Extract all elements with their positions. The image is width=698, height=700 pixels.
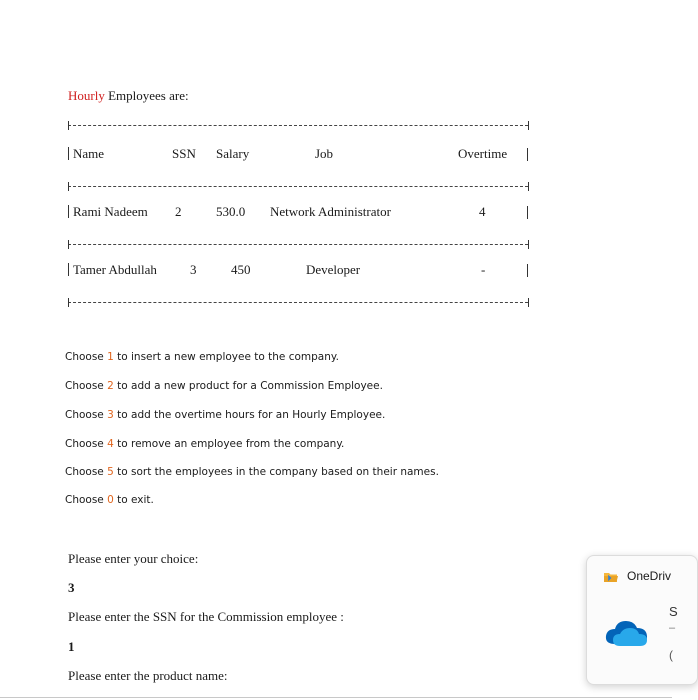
menu-option-text: to add the overtime hours for an Hourly Employee. [113,409,386,421]
page-bottom-divider [0,697,672,698]
menu-option [65,466,439,478]
onedrive-notification[interactable] [586,555,698,685]
cell-job: Network Administrator [270,204,391,219]
prompt-ssn: Please enter the SSN for the Commission employee : [68,609,344,624]
cell-overtime: - [481,262,486,277]
menu-option-text: to exit. [113,494,154,506]
table-divider [68,125,528,126]
table-divider [68,186,528,187]
onedrive-peek-text-2: – [669,622,676,634]
menu-option-prefix: Choose [65,466,108,478]
header-overtime: Overtime [458,146,508,161]
row-right-pipe [527,206,528,219]
onedrive-cloud-icon [603,616,649,655]
row-left-pipe [68,205,69,218]
menu-option [65,494,154,506]
menu-option [65,351,339,363]
cell-name: Rami Nadeem [73,204,148,219]
menu-option-number: 2 [107,380,114,392]
table-divider [68,302,528,303]
onedrive-peek-text-3: ( [669,648,673,662]
header-name: Name [73,146,105,161]
cell-salary: 450 [231,262,251,277]
menu-option-text: to sort the employees in the company based on their names. [113,466,439,478]
cell-ssn: 2 [175,204,182,219]
hourly-employees-heading [68,88,189,104]
menu-option-number: 1 [107,351,114,363]
cell-name: Tamer Abdullah [73,262,157,277]
heading-highlight: Hourly [68,88,105,103]
onedrive-peek-text-1: S [669,604,678,619]
menu-option-prefix: Choose [65,409,108,421]
table-divider [68,244,528,245]
header-salary: Salary [216,146,250,161]
heading-rest: Employees are: [104,88,189,103]
menu-option [65,380,383,392]
menu-option-number: 0 [107,494,114,506]
menu-option-text: to insert a new employee to the company. [113,351,339,363]
menu-option-prefix: Choose [65,438,108,450]
prompt-product: Please enter the product name: [68,668,228,683]
menu-option-text: to add a new product for a Commission Employee. [113,380,383,392]
cell-job: Developer [306,262,361,277]
menu-option-prefix: Choose [65,351,108,363]
cell-ssn: 3 [190,262,197,277]
input-ssn: 1 [68,639,75,654]
menu-option-prefix: Choose [65,380,108,392]
header-job: Job [315,146,334,161]
row-right-pipe [527,148,528,161]
menu-option-number: 4 [107,438,114,450]
prompt-choice: Please enter your choice: [68,551,199,566]
input-choice: 3 [68,580,75,595]
onedrive-folder-icon [603,570,619,589]
menu-option-text: to remove an employee from the company. [113,438,345,450]
cell-overtime: 4 [479,204,486,219]
menu-option-prefix: Choose [65,494,108,506]
menu-option-number: 5 [107,466,114,478]
cell-salary: 530.0 [216,204,246,219]
menu-option-number: 3 [107,409,114,421]
header-ssn: SSN [172,146,196,161]
menu-option [65,438,344,450]
row-left-pipe [68,147,69,160]
row-left-pipe [68,263,69,276]
onedrive-title: OneDriv [627,569,672,583]
menu-option [65,409,385,421]
row-right-pipe [527,264,528,277]
